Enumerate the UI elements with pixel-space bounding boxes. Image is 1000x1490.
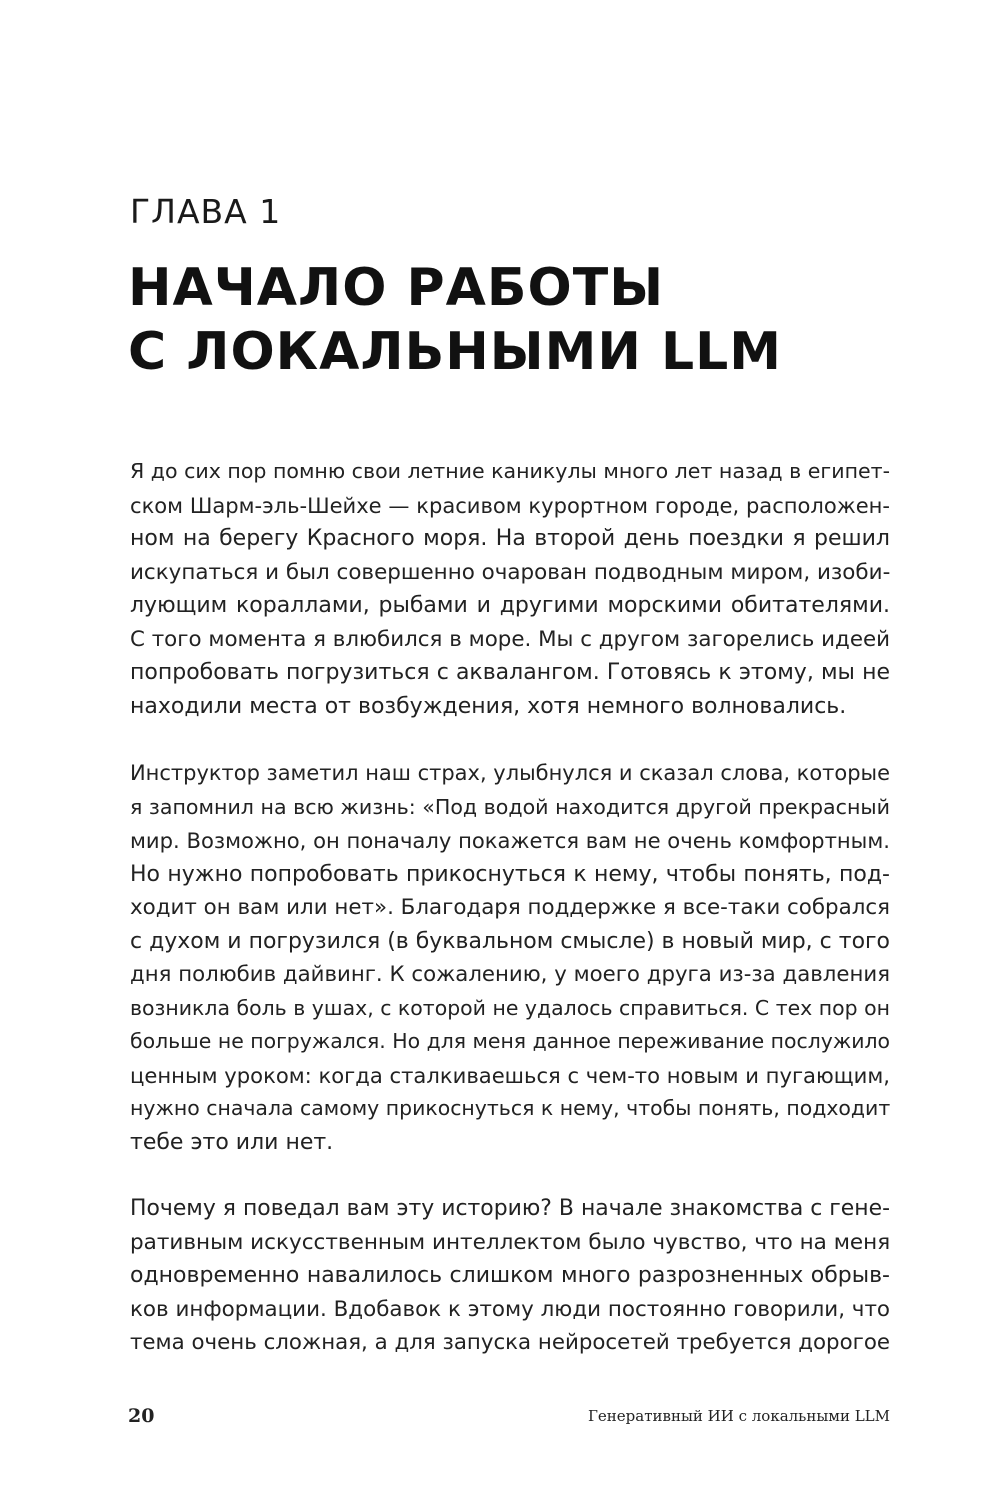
text-line: лующим кораллами, рыбами и другими морскими обитателями. — [130, 593, 890, 618]
text-line: С того момента я влюбился в море. Мы с другом загорелись идеей — [130, 626, 891, 652]
paragraph-2 — [130, 757, 890, 1159]
text-line: я запомнил на всю жизнь: «Под водой находится другой прекрасный — [130, 794, 890, 819]
chapter-label: ГЛАВА 1 — [130, 192, 282, 231]
text-line: с духом и погрузился (в буквальном смысле) в новый мир, с того — [130, 928, 890, 954]
paragraph-1 — [130, 455, 890, 723]
text-line: Но нужно попробовать прикоснуться к нему, чтобы понять, под- — [130, 861, 890, 887]
chapter-title-line: С ЛОКАЛЬНЫМИ LLM — [128, 322, 783, 382]
text-line: тебе это или нет. — [130, 1129, 334, 1155]
page-number: 20 — [128, 1405, 155, 1427]
text-line: тема очень сложная, а для запуска нейросетей требуется дорогое — [130, 1330, 890, 1355]
chapter-title-line: НАЧАЛО РАБОТЫ — [128, 258, 665, 318]
text-line: больше не погружался. Но для меня данное переживание послужило — [130, 1029, 890, 1053]
chapter-title — [128, 256, 928, 384]
paragraph-3 — [130, 1192, 890, 1360]
text-line: ном на берегу Красного моря. На второй день поездки я решил — [130, 526, 890, 551]
text-line: одновременно навалилось слишком много разрозненных обрыв- — [130, 1263, 890, 1288]
text-line: нужно сначала самому прикоснуться к нему, чтобы понять, подходит — [130, 1096, 891, 1120]
text-line: ценным уроком: когда сталкиваешься с чем-то новым и пугающим, — [130, 1062, 890, 1088]
text-line: возникла боль в ушах, с которой не удалось справиться. С тех пор он — [130, 995, 890, 1020]
text-line: находили места от возбуждения, хотя немного волновались. — [130, 693, 847, 719]
text-line: искупаться и был совершенно очарован подводным миром, изоби- — [130, 559, 891, 585]
running-footer-title: Генеративный ИИ с локальными LLM — [588, 1407, 890, 1425]
text-line: Почему я поведал вам эту историю? В начале знакомства с гене- — [130, 1196, 890, 1221]
text-line: мир. Возможно, он поначалу покажется вам не очень комфортным. — [130, 828, 890, 853]
text-line: ходит он вам или нет». Благодаря поддержке я все-таки собрался — [130, 895, 890, 920]
text-line: ском Шарм-эль-Шейхе — красивом курортном городе, расположен- — [130, 492, 890, 518]
text-line: ков информации. Вдобавок к этому люди постоянно говорили, что — [130, 1296, 891, 1322]
text-line: ративным искусственным интеллектом было чувство, что на меня — [130, 1229, 891, 1255]
text-line: Я до сих пор помню свои летние каникулы много лет назад в египет- — [130, 459, 890, 483]
text-line: Инструктор заметил наш страх, улыбнулся и сказал слова, которые — [130, 761, 890, 785]
text-line: попробовать погрузиться с аквалангом. Готовясь к этому, мы не — [130, 660, 890, 685]
text-line: дня полюбив дайвинг. К сожалению, у моего друга из-за давления — [130, 962, 890, 987]
